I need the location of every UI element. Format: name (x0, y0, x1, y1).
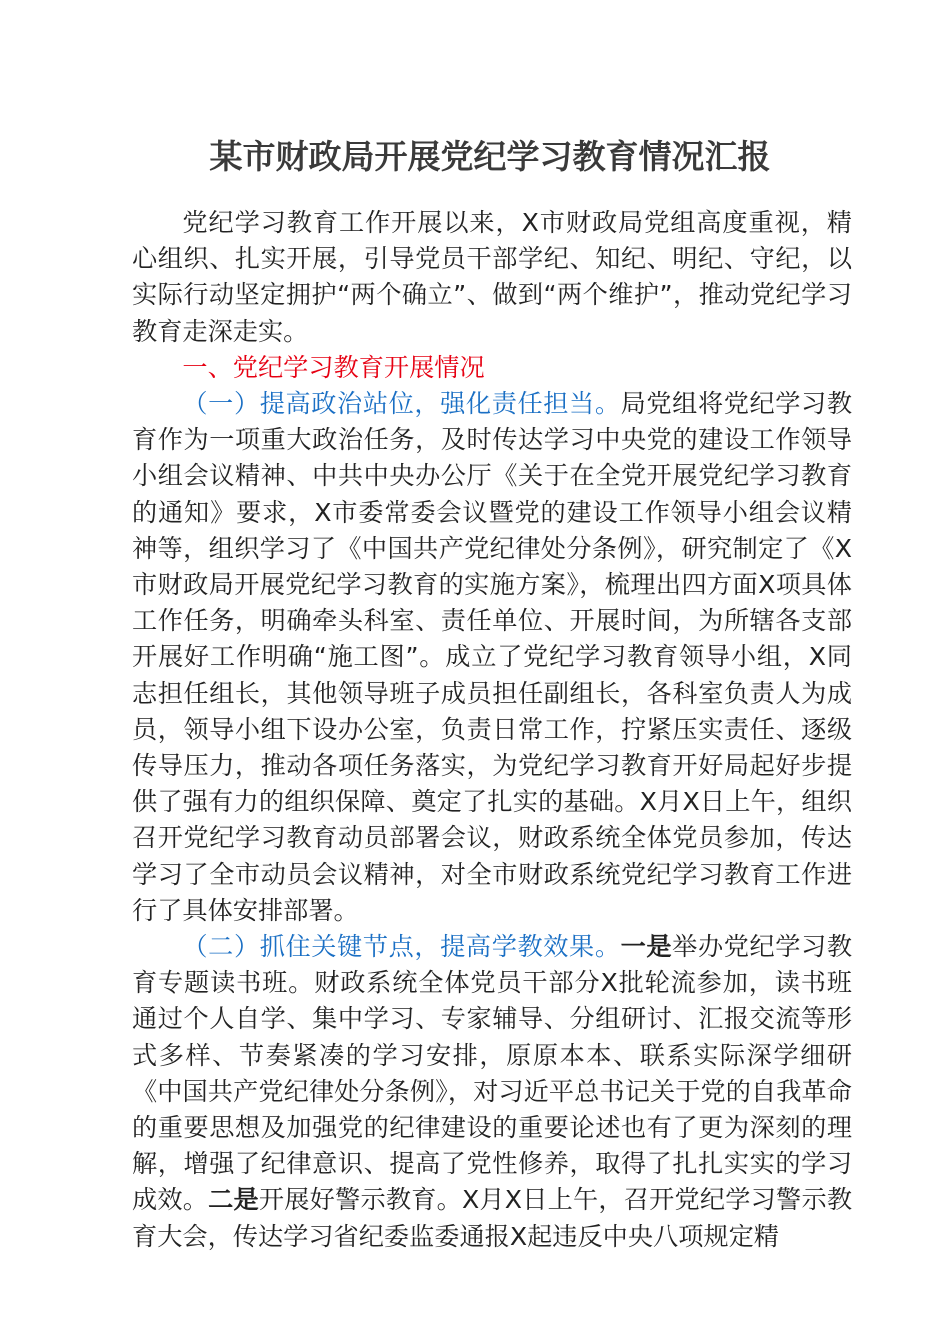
intro-paragraph: 党纪学习教育工作开展以来，X市财政局党组高度重视，精心组织、扎实开展，引导党员干部学纪、知纪、明纪、守纪，以实际行动坚定拥护“两个确立”、做到“两个维护”，推动党纪学习教育走深走实。 (132, 208, 852, 346)
section-heading: 一、党纪学习教育开展情况 (182, 352, 485, 382)
point-2-text: 开展好警示教育。X月X日上午，召开党纪学习警示教育大会，传达学习省纪委监委通报X起违反中央八项规定精 (132, 1185, 853, 1251)
subsection-1-heading: （一）提高政治站位，强化责任担当。 (182, 389, 621, 419)
subsection-1-paragraph (132, 386, 852, 929)
subsection-1-text: 局党组将党纪学习教育作为一项重大政治任务，及时传达学习中央党的建设工作领导小组会议精神、中共中央办公厅《关于在全党开展党纪学习教育的通知》要求，X市委常委会议暨党的建设工作领导小组会议精神等，组织学习了《中国共产党纪律处分条例》，研究制定了《X市财政局开展党纪学习教育的实施方案》，梳理出四方面X项具体工作任务，明确牵头科室、责任单位、开展时间，为所辖各支部开展好工作明确“施工图”。成立了党纪学习教育领导小组，X同志担任组长，其他领导班子成员担任副组长，各科室负责人为成员，领导小组下设办公室，负责日常工作，拧紧压实责任、逐级传导压力，推动各项任务落实，为党纪学习教育开好局起好步提供了强有力的组织保障、奠定了扎实的基础。X月X日上午，组织召开党纪学习教育动员部署会议，财政系统全体党员参加，传达学习了全市动员会议精神，对全市财政系统党纪学习教育工作进行了具体安排部署。 (132, 389, 853, 925)
point-2-lead: 二是 (208, 1185, 259, 1215)
subsection-2-heading: （二）抓住关键节点，提高学教效果。 (182, 932, 621, 962)
subsection-2-paragraph (132, 929, 852, 1255)
document-body (132, 205, 852, 1255)
point-1-text: 举办党纪学习教育专题读书班。财政系统全体党员干部分X批轮流参加，读书班通过个人自学、集中学习、专家辅导、分组研讨、汇报交流等形式多样、节奏紧凑的学习安排，原原本本、联系实际深学细研《中国共产党纪律处分条例》，对习近平总书记关于党的自我革命的重要思想及加强党的纪律建设的重要论述也有了更为深刻的理解，增强了纪律意识、提高了党性修养，取得了扎扎实实的学习成效。 (132, 932, 853, 1215)
point-1-lead: 一是 (620, 932, 673, 962)
document-title: 某市财政局开展党纪学习教育情况汇报 (209, 137, 771, 176)
